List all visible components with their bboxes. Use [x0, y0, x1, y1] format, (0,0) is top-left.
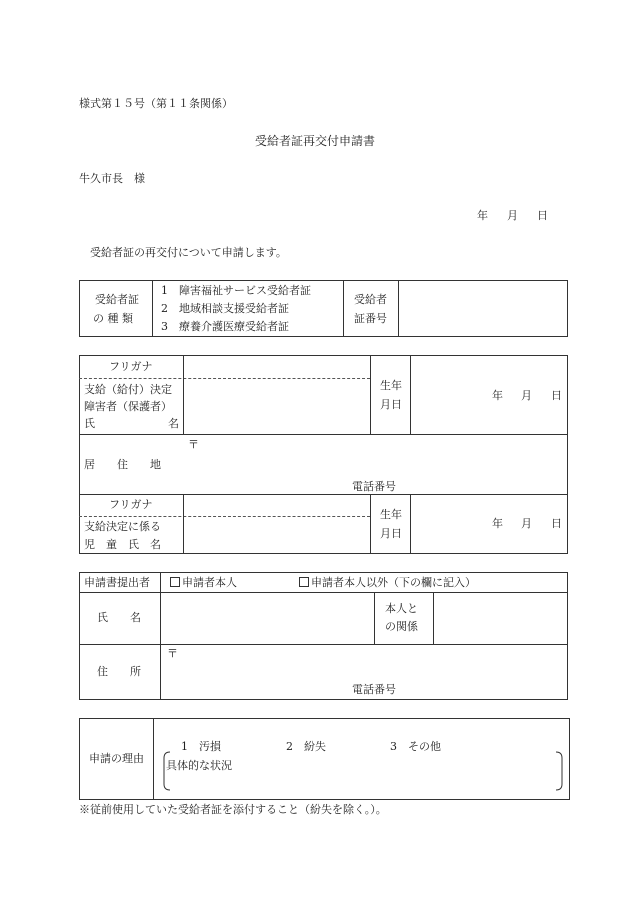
footnote: ※従前使用していた受給者証を添付すること（紛失を除く。）。: [79, 803, 387, 816]
birth-year-label: 年: [492, 389, 503, 402]
child-furigana-label: フリガナ: [109, 498, 153, 511]
birth-label: 生年: [380, 379, 402, 392]
submitter-name-label: 氏 名: [97, 611, 141, 624]
checkbox-other[interactable]: [299, 577, 309, 587]
submitter-label: 申請書提出者: [84, 576, 150, 589]
child-name-field[interactable]: [184, 517, 369, 553]
child-birth-month-label: 月: [521, 517, 532, 530]
recipient-name-label-3b: 名: [168, 417, 179, 430]
child-name-label-2: 児 童 氏 名: [84, 538, 161, 551]
cert-option-3[interactable]: 3 療養介護医療受給者証: [161, 320, 289, 333]
form-number: 様式第１５号（第１１条関係）: [79, 97, 233, 110]
child-birth-label-2: 月日: [380, 527, 402, 540]
recipient-name-label: 支給（給付）決定: [84, 383, 172, 396]
option-self-label: 申請者本人: [182, 576, 237, 589]
recipient-name-label-3a: 氏: [84, 417, 95, 430]
relation-label: 本人と: [385, 602, 418, 615]
form-title: 受給者証再交付申請書: [255, 134, 376, 148]
option-other[interactable]: [299, 577, 476, 588]
submitter-address-label: 住 所: [97, 665, 141, 678]
birth-day-label: 日: [551, 389, 562, 402]
birth-label-2: 月日: [380, 398, 402, 411]
cert-type-label-2: の 種 類: [93, 312, 133, 325]
cert-type-label: 受給者証: [95, 293, 139, 306]
option-self[interactable]: [170, 577, 237, 588]
child-name-label: 支給決定に係る: [84, 520, 161, 533]
date-month-label: 月: [507, 209, 518, 222]
relation-label-2: の関係: [385, 620, 418, 633]
submitter-address-field[interactable]: [180, 646, 567, 680]
cert-number-label-2: 証番号: [354, 312, 387, 325]
reason-option-3[interactable]: 3 その他: [390, 740, 441, 753]
intro-text: 受給者証の再交付について申請します。: [90, 246, 287, 259]
relation-field[interactable]: [434, 593, 567, 643]
furigana-label: フリガナ: [109, 360, 153, 373]
cert-number-field[interactable]: [399, 281, 567, 336]
child-birth-day-label: 日: [551, 517, 562, 530]
child-birth-year-label: 年: [492, 517, 503, 530]
residence-field[interactable]: [200, 436, 567, 476]
postal-mark: 〒: [188, 438, 199, 451]
checkbox-self[interactable]: [170, 577, 180, 587]
residence-label: 居 住 地: [84, 458, 161, 471]
option-other-label: 申請者本人以外（下の欄に記入）: [311, 576, 476, 589]
date-year-label: 年: [477, 209, 488, 222]
child-birth-label: 生年: [380, 508, 402, 521]
submitter-phone-label: 電話番号: [352, 683, 396, 696]
addressee: 牛久市長 様: [79, 172, 145, 185]
recipient-furigana-field[interactable]: [184, 356, 369, 377]
detail-field[interactable]: [172, 773, 552, 795]
phone-label: 電話番号: [352, 480, 396, 493]
reason-option-2[interactable]: 2 紛失: [286, 740, 326, 753]
cert-option-1[interactable]: 1 障害福祉サービス受給者証: [161, 284, 311, 297]
detail-label: 具体的な状況: [166, 759, 232, 772]
reason-label: 申請の理由: [89, 752, 144, 765]
reason-option-1[interactable]: 1 汚損: [181, 740, 221, 753]
recipient-name-label-2: 障害者（保護者）: [84, 400, 172, 413]
date-day-label: 日: [537, 209, 548, 222]
cert-number-label: 受給者: [354, 293, 387, 306]
submitter-postal-mark: 〒: [167, 647, 178, 660]
birth-month-label: 月: [521, 389, 532, 402]
submitter-name-field[interactable]: [161, 593, 373, 643]
recipient-name-field[interactable]: [184, 379, 369, 433]
child-furigana-field[interactable]: [184, 495, 369, 515]
cert-option-2[interactable]: 2 地域相談支援受給者証: [161, 302, 289, 315]
